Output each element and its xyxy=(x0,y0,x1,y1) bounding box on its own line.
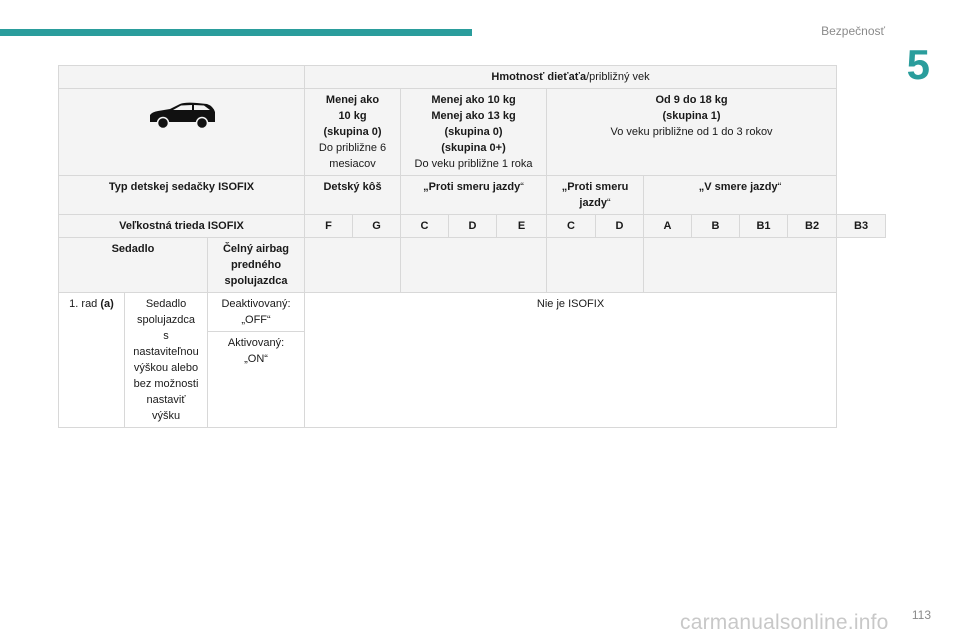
seat-type-forward-facing: „V smere jazdy“ xyxy=(644,176,837,215)
mass-header-cell: Hmotnosť dieťaťa/približný vek xyxy=(305,66,837,89)
airbag-label: Čelný airbag predného spolujazdca xyxy=(208,238,305,293)
isofix-table xyxy=(58,65,886,428)
car-icon xyxy=(147,102,217,130)
empty-cell xyxy=(547,238,644,293)
seat-airbag-row xyxy=(59,238,886,293)
empty-corner-cell xyxy=(59,66,305,89)
size-class-row xyxy=(59,215,886,238)
size-class-value: D xyxy=(596,215,644,238)
seat-type-row xyxy=(59,176,886,215)
group-1-cell: Od 9 do 18 kg (skupina 1) Vo veku približne od 1 do 3 rokov xyxy=(547,89,837,176)
chapter-number: 5 xyxy=(906,41,930,88)
size-class-value: C xyxy=(401,215,449,238)
size-class-value: B1 xyxy=(740,215,788,238)
row1-result: Nie je ISOFIX xyxy=(305,293,837,428)
size-class-value: F xyxy=(305,215,353,238)
seat-type-rear-facing-0plus: „Proti smeru jazdy“ xyxy=(401,176,547,215)
watermark: carmanualsonline.info xyxy=(680,611,889,634)
size-class-value: E xyxy=(497,215,547,238)
size-class-value: B2 xyxy=(788,215,837,238)
airbag-activated: Aktivovaný: „ON“ xyxy=(208,332,305,428)
section-title: Bezpečnosť xyxy=(821,24,885,38)
row1-label: 1. rad (a) xyxy=(59,293,125,428)
seat-label: Sedadlo xyxy=(59,238,208,293)
size-class-value: D xyxy=(449,215,497,238)
size-class-value: A xyxy=(644,215,692,238)
airbag-deactivated: Deaktivovaný: „OFF“ xyxy=(208,293,305,332)
size-class-value: B3 xyxy=(837,215,886,238)
group-0-cell: Menej ako 10 kg (skupina 0) Do približne 6 mesiacov xyxy=(305,89,401,176)
empty-cell xyxy=(305,238,401,293)
empty-cell xyxy=(644,238,837,293)
page-number: 113 xyxy=(911,608,931,622)
row1-deactivated-row xyxy=(59,293,886,332)
row1-seat-description: Sedadlo spolujazdca s nastaviteľnou výškou alebo bez možnosti nastaviť výšku xyxy=(125,293,208,428)
size-class-label: Veľkostná trieda ISOFIX xyxy=(59,215,305,238)
top-accent-bar xyxy=(0,29,472,36)
empty-cell xyxy=(401,238,547,293)
group-0plus-cell: Menej ako 10 kg Menej ako 13 kg (skupina 0) (skupina 0+) Do veku približne 1 roka xyxy=(401,89,547,176)
seat-type-rear-facing-1: „Proti smeru jazdy“ xyxy=(547,176,644,215)
size-class-value: G xyxy=(353,215,401,238)
groups-row xyxy=(59,89,886,176)
mass-header-row xyxy=(59,66,886,89)
seat-type-carrycot: Detský kôš xyxy=(305,176,401,215)
size-class-value: C xyxy=(547,215,596,238)
car-cell xyxy=(59,89,305,176)
size-class-value: B xyxy=(692,215,740,238)
seat-type-label: Typ detskej sedačky ISOFIX xyxy=(59,176,305,215)
